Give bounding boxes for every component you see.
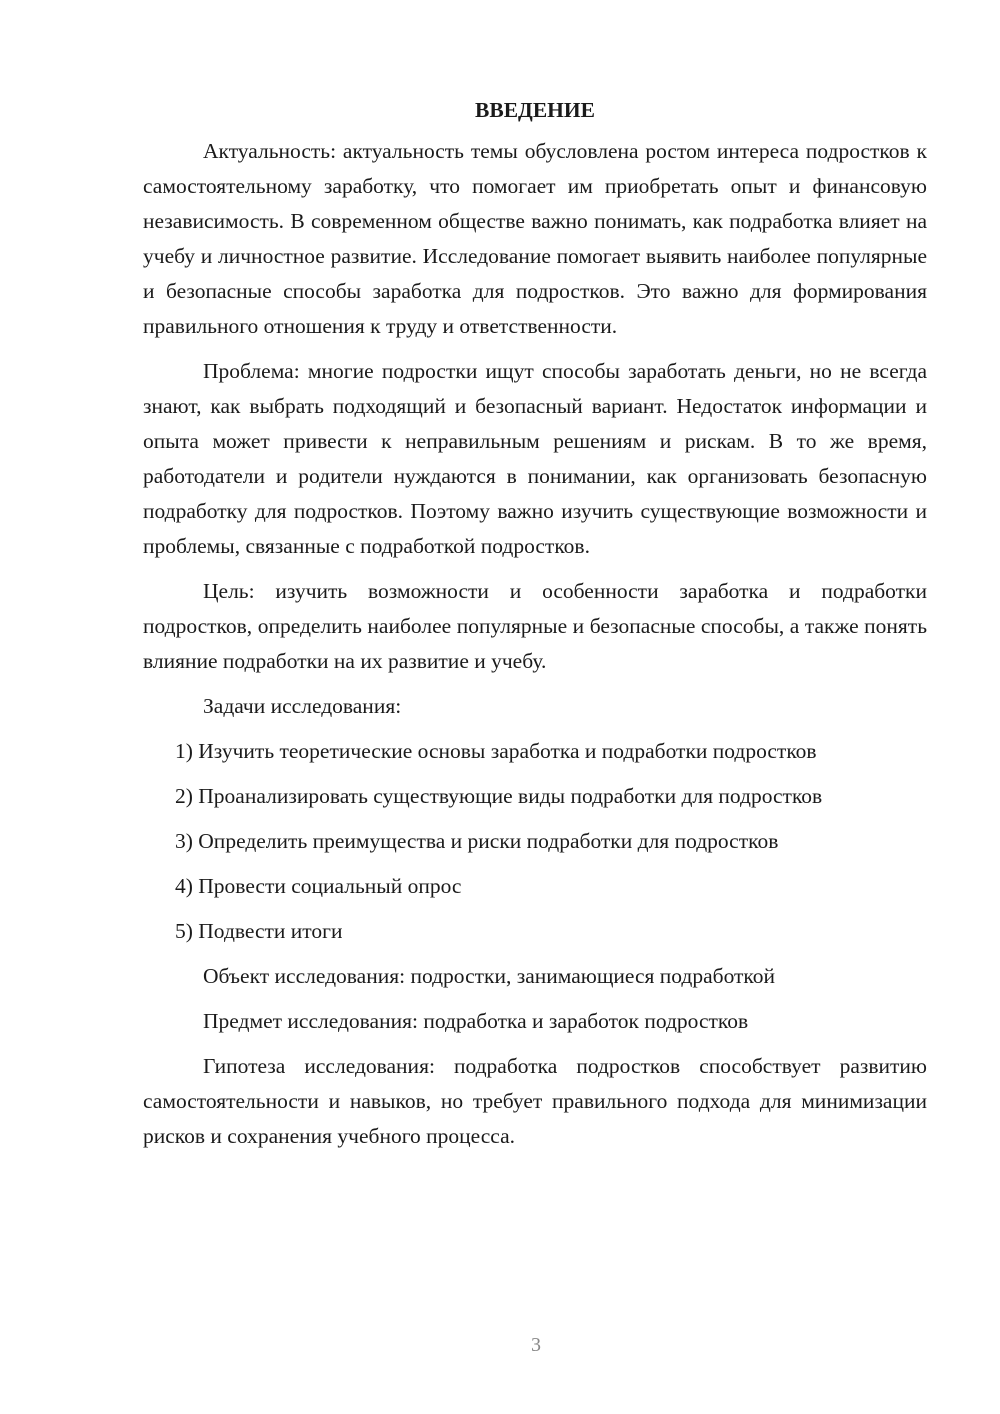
section-heading: ВВЕДЕНИЕ [475, 98, 595, 122]
task-item-5: 5) Подвести итоги [175, 919, 343, 943]
page-content [143, 96, 927, 1164]
task-item-4: 4) Провести социальный опрос [175, 874, 462, 898]
task-item-1: 1) Изучить теоретические основы заработка и подработки подростков [175, 739, 817, 763]
hypothesis-paragraph: Гипотеза исследования: подработка подростков способствует развитию самостоятельности и навыков, но требует правильного подхода для минимизации рисков и сохранения учебного процесса. [143, 1054, 927, 1148]
problem-paragraph: Проблема: многие подростки ищут способы заработать деньги, но не всегда знают, как выбрать подходящий и безопасный вариант. Недостаток информации и опыта может привести к неправильным решениям и рискам. В то же время, работодатели и родители нуждаются в понимании, как организовать безопасную подработку для подростков. Поэтому важно изучить существующие возможности и проблемы, связанные с подработкой подростков. [143, 359, 927, 558]
task-item-3: 3) Определить преимущества и риски подработки для подростков [175, 829, 779, 853]
goal-paragraph: Цель: изучить возможности и особенности заработка и подработки подростков, определить наиболее популярные и безопасные способы, а также понять влияние подработки на их развитие и учебу. [143, 579, 927, 673]
page-number: 3 [531, 1334, 541, 1356]
tasks-title: Задачи исследования: [203, 694, 402, 718]
task-item-2: 2) Проанализировать существующие виды подработки для подростков [175, 784, 823, 808]
relevance-paragraph: Актуальность: актуальность темы обусловлена ростом интереса подростков к самостоятельному заработку, что помогает им приобретать опыт и финансовую независимость. В современном обществе важно понимать, как подработка влияет на учебу и личностное развитие. Исследование помогает выявить наиболее популярные и безопасные способы заработка для подростков. Это важно для формирования правильного отношения к труду и ответственности. [143, 139, 927, 338]
research-subject: Предмет исследования: подработка и заработок подростков [203, 1009, 749, 1033]
research-object: Объект исследования: подростки, занимающиеся подработкой [203, 964, 776, 988]
